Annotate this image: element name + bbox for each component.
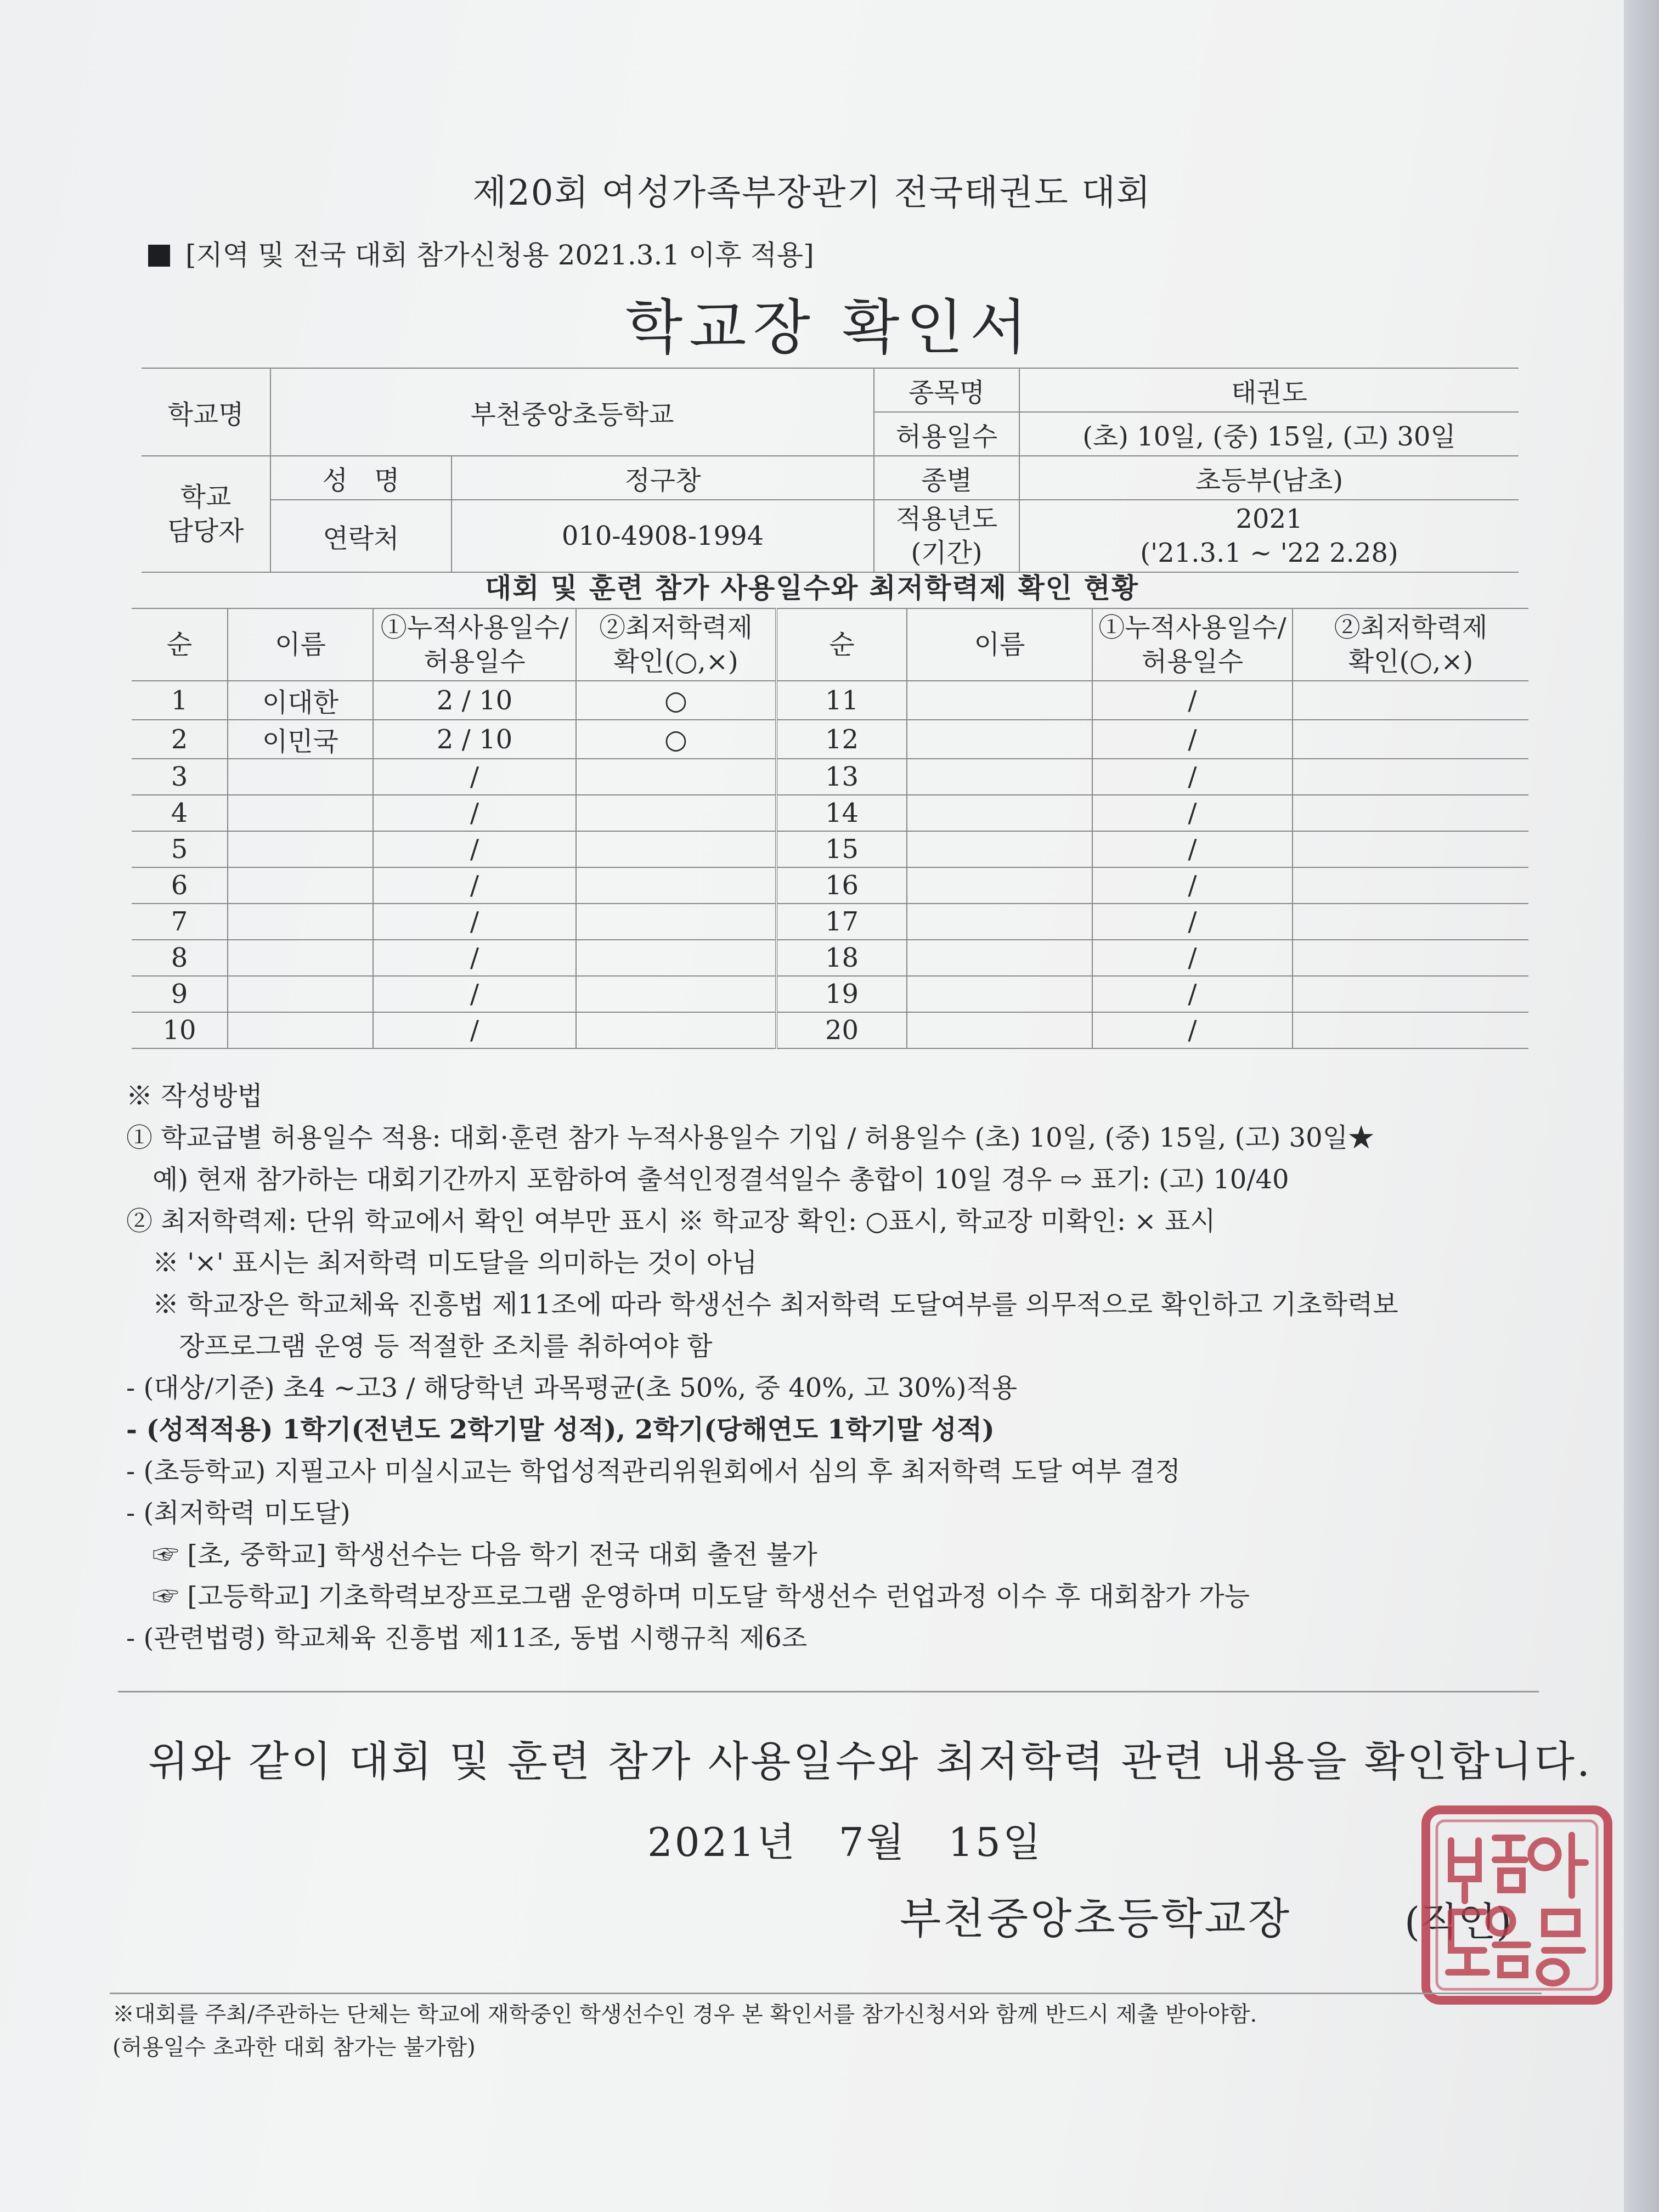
days-used: / bbox=[1092, 940, 1293, 976]
student-name bbox=[907, 904, 1092, 940]
writing-instructions bbox=[126, 1075, 1553, 1659]
days-used: 2 / 10 bbox=[373, 720, 576, 759]
table-row bbox=[132, 720, 1528, 759]
competition-title: 제20회 여성가족부장관기 전국태권도 대회 bbox=[472, 173, 1152, 213]
row-number: 17 bbox=[776, 904, 907, 940]
row-number: 8 bbox=[132, 940, 228, 976]
academic-check bbox=[1293, 867, 1528, 904]
days-used: / bbox=[373, 904, 576, 940]
row-number: 12 bbox=[776, 720, 907, 759]
academic-check bbox=[576, 976, 776, 1012]
note-line: - (대상/기준) 초4 ~고3 / 해당학년 과목평균(초 50%, 중 40%, 고 30%)적용 bbox=[126, 1373, 1018, 1403]
notes-heading: ※ 작성방법 bbox=[126, 1081, 263, 1111]
official-seal-stamp-icon bbox=[1418, 1802, 1616, 2008]
academic-check: ○ bbox=[576, 681, 776, 720]
row-number: 11 bbox=[776, 681, 907, 720]
academic-check bbox=[1293, 759, 1528, 795]
student-name bbox=[907, 940, 1092, 976]
divider bbox=[118, 1691, 1539, 1692]
student-name bbox=[228, 1012, 373, 1048]
days-used: / bbox=[1092, 867, 1293, 904]
info-table bbox=[142, 368, 1519, 573]
header-days: ①누적사용일수/ 허용일수 bbox=[373, 608, 576, 681]
year-value: 2021 bbox=[1235, 504, 1303, 534]
table-row bbox=[132, 795, 1528, 831]
year-cell bbox=[1019, 500, 1519, 572]
academic-check bbox=[576, 759, 776, 795]
student-name bbox=[907, 1012, 1092, 1048]
confirmation-statement: 위와 같이 대회 및 훈련 참가 사용일수와 최저학력 관련 내용을 확인합니다. bbox=[148, 1737, 1593, 1786]
days-used: / bbox=[373, 795, 576, 831]
days-used: / bbox=[373, 1012, 576, 1048]
row-number: 5 bbox=[132, 831, 228, 867]
academic-check bbox=[576, 904, 776, 940]
student-name bbox=[907, 867, 1092, 904]
academic-check bbox=[576, 867, 776, 904]
table-row bbox=[132, 831, 1528, 867]
square-bullet-icon bbox=[148, 245, 170, 267]
year-label: 적용년도 (기간) bbox=[874, 500, 1019, 572]
subheading-text: [지역 및 전국 대회 참가신청용 2021.3.1 이후 적용] bbox=[185, 239, 814, 271]
header-no-right: 순 bbox=[776, 608, 907, 681]
note-line: ※ 학교장은 학교체육 진흥법 제11조에 따라 학생선수 최저학력 도달여부를 의무적으로 확인하고 기초학력보 bbox=[126, 1289, 1398, 1320]
row-number: 20 bbox=[776, 1012, 907, 1048]
days-used: / bbox=[1092, 831, 1293, 867]
event-value: 태권도 bbox=[1019, 368, 1519, 412]
note-line: ☞ [고등학교] 기초학력보장프로그램 운영하며 미도달 학생선수 런업과정 이수 후 대회참가 가능 bbox=[126, 1581, 1250, 1612]
issue-date: 2021년 7월 15일 bbox=[647, 1819, 1043, 1865]
student-name bbox=[228, 867, 373, 904]
table-row bbox=[132, 940, 1528, 976]
header-check: ②최저학력제 확인(○,×) bbox=[576, 608, 776, 681]
days-used: / bbox=[373, 831, 576, 867]
student-name bbox=[907, 976, 1092, 1012]
school-name: 부천중앙초등학교 bbox=[270, 368, 874, 456]
row-number: 19 bbox=[776, 976, 907, 1012]
note-line: - (최저학력 미도달) bbox=[126, 1498, 351, 1528]
days-used: / bbox=[373, 940, 576, 976]
note-line: ② 최저학력제: 단위 학교에서 확인 여부만 표시 ※ 학교장 확인: ○표시, 학교장 미확인: × 표시 bbox=[126, 1206, 1216, 1237]
days-used: / bbox=[1092, 795, 1293, 831]
manager-label: 학교 담당자 bbox=[142, 456, 270, 572]
academic-check bbox=[576, 795, 776, 831]
student-name bbox=[228, 759, 373, 795]
academic-check bbox=[1293, 681, 1528, 720]
event-label: 종목명 bbox=[874, 368, 1019, 412]
roster-table bbox=[132, 608, 1528, 1049]
student-name bbox=[228, 831, 373, 867]
student-name bbox=[228, 904, 373, 940]
student-name bbox=[228, 940, 373, 976]
table-row bbox=[132, 681, 1528, 720]
subheading bbox=[148, 233, 814, 273]
note-line: 장프로그램 운영 등 적절한 조치를 취하여야 함 bbox=[126, 1331, 713, 1362]
days-used: / bbox=[1092, 1012, 1293, 1048]
note-line: ※ '×' 표시는 최저학력 미도달을 의미하는 것이 아님 bbox=[126, 1248, 758, 1278]
academic-check bbox=[576, 1012, 776, 1048]
row-number: 1 bbox=[132, 681, 228, 720]
header-name-right: 이름 bbox=[907, 608, 1092, 681]
student-name bbox=[228, 976, 373, 1012]
footnote-divider bbox=[110, 1993, 1542, 1994]
row-number: 4 bbox=[132, 795, 228, 831]
header-days-right: ①누적사용일수/ 허용일수 bbox=[1092, 608, 1293, 681]
note-line: 예) 현재 참가하는 대회기간까지 포함하여 출석인정결석일수 총합이 10일 경우 ⇨ 표기: (고) 10/40 bbox=[126, 1164, 1289, 1195]
row-number: 16 bbox=[776, 867, 907, 904]
days-used: 2 / 10 bbox=[373, 681, 576, 720]
footnote-limit: (허용일수 초과한 대회 참가는 불가함) bbox=[112, 2035, 476, 2060]
academic-check bbox=[1293, 976, 1528, 1012]
student-name bbox=[907, 720, 1092, 759]
table-row bbox=[132, 904, 1528, 940]
student-name: 이대한 bbox=[228, 681, 373, 720]
row-number: 13 bbox=[776, 759, 907, 795]
days-used: / bbox=[373, 759, 576, 795]
note-line: - (초등학교) 지필고사 미실시교는 학업성적관리위원회에서 심의 후 최저학력 도달 여부 결정 bbox=[126, 1456, 1181, 1487]
allowed-days-label: 허용일수 bbox=[874, 412, 1019, 456]
school-label: 학교명 bbox=[142, 368, 270, 456]
row-number: 3 bbox=[132, 759, 228, 795]
header-name: 이름 bbox=[228, 608, 373, 681]
days-used: / bbox=[1092, 976, 1293, 1012]
table-row bbox=[132, 867, 1528, 904]
student-name bbox=[228, 795, 373, 831]
note-line: - (관련법령) 학교체육 진흥법 제11조, 동법 시행규칙 제6조 bbox=[126, 1623, 808, 1654]
academic-check bbox=[576, 831, 776, 867]
row-number: 14 bbox=[776, 795, 907, 831]
days-used: / bbox=[1092, 720, 1293, 759]
days-used: / bbox=[1092, 904, 1293, 940]
division-label: 종별 bbox=[874, 456, 1019, 500]
official-seal-mark: (직인) bbox=[1404, 1899, 1512, 1945]
academic-check bbox=[1293, 720, 1528, 759]
division-value: 초등부(남초) bbox=[1019, 456, 1519, 500]
principal-signature-line: 부천중앙초등학교장 bbox=[900, 1894, 1292, 1944]
student-name bbox=[907, 759, 1092, 795]
days-used: / bbox=[1092, 681, 1293, 720]
roster-section-title: 대회 및 훈련 참가 사용일수와 최저학력제 확인 현황 bbox=[484, 572, 1139, 604]
roster-body bbox=[132, 681, 1528, 1048]
header-check-right: ②최저학력제 확인(○,×) bbox=[1293, 608, 1528, 681]
days-used: / bbox=[373, 867, 576, 904]
table-row bbox=[132, 1012, 1528, 1048]
period-value: ('21.3.1 ~ '22 2.28) bbox=[1140, 538, 1398, 568]
document-title: 학교장 확인서 bbox=[625, 294, 1034, 362]
student-name bbox=[907, 681, 1092, 720]
row-number: 18 bbox=[776, 940, 907, 976]
academic-check bbox=[1293, 940, 1528, 976]
row-number: 7 bbox=[132, 904, 228, 940]
table-row bbox=[132, 976, 1528, 1012]
row-number: 9 bbox=[132, 976, 228, 1012]
note-line: ① 학교급별 허용일수 적용: 대회·훈련 참가 누적사용일수 기입 / 허용일수 (초) 10일, (중) 15일, (고) 30일★ bbox=[126, 1122, 1375, 1153]
academic-check bbox=[1293, 1012, 1528, 1048]
header-no: 순 bbox=[132, 608, 228, 681]
row-number: 15 bbox=[776, 831, 907, 867]
contact-value: 010-4908-1994 bbox=[452, 500, 874, 572]
academic-check bbox=[1293, 831, 1528, 867]
note-line: - (성적적용) 1학기(전년도 2학기말 성적), 2학기(당해연도 1학기말 성적) bbox=[126, 1414, 995, 1445]
academic-check bbox=[1293, 904, 1528, 940]
academic-check: ○ bbox=[576, 720, 776, 759]
days-used: / bbox=[1092, 759, 1293, 795]
footnote-submission: ※대회를 주최/주관하는 단체는 학교에 재학중인 학생선수인 경우 본 확인서를 참가신청서와 함께 반드시 제출 받아야함. bbox=[112, 2002, 1257, 2027]
academic-check bbox=[1293, 795, 1528, 831]
allowed-days-value: (초) 10일, (중) 15일, (고) 30일 bbox=[1019, 412, 1519, 456]
note-line: ☞ [초, 중학교] 학생선수는 다음 학기 전국 대회 출전 불가 bbox=[126, 1539, 817, 1570]
student-name bbox=[907, 795, 1092, 831]
row-number: 6 bbox=[132, 867, 228, 904]
days-used: / bbox=[373, 976, 576, 1012]
student-name bbox=[907, 831, 1092, 867]
table-row bbox=[132, 759, 1528, 795]
student-name: 이민국 bbox=[228, 720, 373, 759]
row-number: 2 bbox=[132, 720, 228, 759]
academic-check bbox=[576, 940, 776, 976]
name-label: 성 명 bbox=[270, 456, 452, 500]
row-number: 10 bbox=[132, 1012, 228, 1048]
contact-label: 연락처 bbox=[270, 500, 452, 572]
name-value: 정구창 bbox=[452, 456, 874, 500]
